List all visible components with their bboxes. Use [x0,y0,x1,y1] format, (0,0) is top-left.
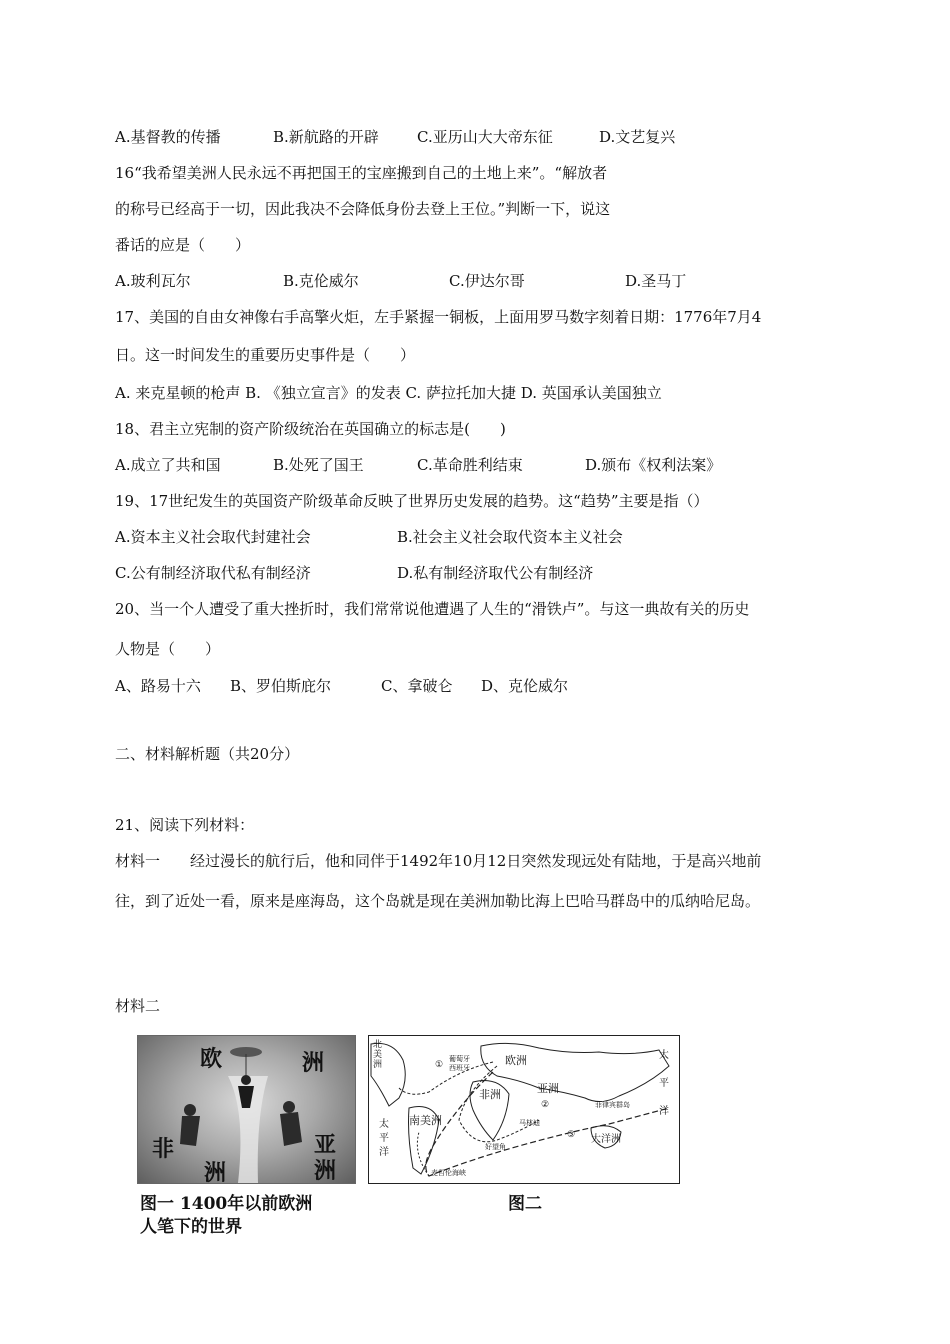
fig1-label-eu2: 洲 [302,1050,325,1076]
option-a: A.玻利瓦尔 [115,272,191,290]
fig2-label-pac-right: 太平洋 [659,1050,669,1117]
option-c: C.革命胜利结束 [417,456,523,474]
q16-line1: 16“我希望美洲人民永远不再把国王的宝座搬到自己的土地上来”。“解放者 [115,164,608,182]
material-2-label: 材料二 [115,997,161,1015]
option-a: A、路易十六 [115,677,201,695]
option-c: C.公有制经济取代私有制经济 [115,564,311,582]
fig2-label-malindi: 马林迪 [519,1119,540,1127]
figure-1-caption-line1: 图一 1400年以前欧洲 [140,1194,313,1214]
figure-2-map [368,1035,680,1184]
fig2-route-2: ② [541,1100,550,1110]
material-1-line2: 往，到了近处一看，原来是座海岛，这个岛就是现在美洲加勒比海上巴哈马群岛中的瓜纳哈尼岛。 [115,892,761,910]
option-b: B.社会主义社会取代资本主义社会 [397,528,623,546]
fig2-label-af: 非洲 [479,1088,501,1101]
fig2-label-eu: 欧洲 [505,1054,527,1067]
option-b: B、罗伯斯庇尔 [230,677,332,695]
fig2-label-pac-left: 太平洋 [379,1119,389,1158]
option-a: A.资本主义社会取代封建社会 [115,528,311,546]
figure-2-caption: 图二 [508,1194,542,1214]
fig2-route-3: ③ [567,1130,576,1140]
option-d: D.圣马丁 [625,272,687,290]
fig1-label-af2: 洲 [204,1160,227,1184]
material-1-line1: 材料一 经过漫长的航行后，他和同伴于1492年10月12日突然发现远处有陆地，于是高兴地前 [115,852,762,870]
fig2-label-as: 亚洲 [537,1082,559,1095]
option-b: B.新航路的开辟 [273,128,379,146]
q16-line2: 的称号已经高于一切，因此我决不会降低身份去登上王位。”判断一下，说这 [115,200,611,218]
fig2-label-sa: 南美洲 [409,1114,442,1127]
option-c: C、拿破仑 [381,677,453,695]
option-d: D.私有制经济取代公有制经济 [397,564,594,582]
fig2-label-strait: 麦哲伦海峡 [431,1169,466,1177]
q18-line: 18、君主立宪制的资产阶级统治在英国确立的标志是( ) [115,420,506,438]
option-c: C.伊达尔哥 [449,272,525,290]
fig1-label-as2: 洲 [314,1158,337,1184]
fig2-label-cape: 好望角 [485,1143,506,1151]
q17-line1: 17、美国的自由女神像右手高擎火炬，左手紧握一铜板，上面用罗马数字刻着日期：1776年7月4 [115,308,762,326]
fig1-label-eu1: 欧 [200,1046,223,1072]
q20-line2: 人物是（ ） [115,640,221,658]
option-d: D.文艺复兴 [599,128,676,146]
fig2-label-philippines: 菲律宾群岛 [595,1101,630,1109]
fig2-label-oc: 大洋洲 [591,1134,621,1145]
fig1-label-as1: 亚 [314,1132,337,1158]
section-2-heading: 二、材料解析题（共20分） [115,745,300,763]
option-d: D、克伦威尔 [481,677,569,695]
option-c: C.亚历山大大帝东征 [417,128,553,146]
figure-1-caption-line2: 人笔下的世界 [140,1217,242,1237]
q17-options: A. 来克星顿的枪声 B. 《独立宣言》的发表 C. 萨拉托加大捷 D. 英国承认美国独立 [115,384,662,402]
fig2-label-portugal: 葡萄牙 [449,1055,470,1063]
figure-1-image [137,1035,356,1184]
q20-line1: 20、当一个人遭受了重大挫折时，我们常常说他遭遇了人生的“滑铁卢”。与这一典故有关的历史 [115,600,750,618]
q21-prompt: 21、阅读下列材料： [115,816,255,834]
fig2-label-na: 北美洲 [373,1040,383,1070]
fig2-route-1: ① [435,1060,444,1070]
q16-line3: 番话的应是（ ） [115,236,251,254]
option-b: B.处死了国王 [273,456,364,474]
option-b: B.克伦威尔 [283,272,359,290]
q19-line: 19、17世纪发生的英国资产阶级革命反映了世界历史发展的趋势。这“趋势”主要是指（） [115,492,709,510]
option-d: D.颁布《权利法案》 [585,456,722,474]
fig2-label-spain: 西班牙 [449,1064,470,1072]
q17-line2: 日。这一时间发生的重要历史事件是（ ） [115,346,416,364]
option-a: A.基督教的传播 [115,128,221,146]
fig1-label-af1: 非 [152,1136,175,1162]
option-a: A.成立了共和国 [115,456,221,474]
